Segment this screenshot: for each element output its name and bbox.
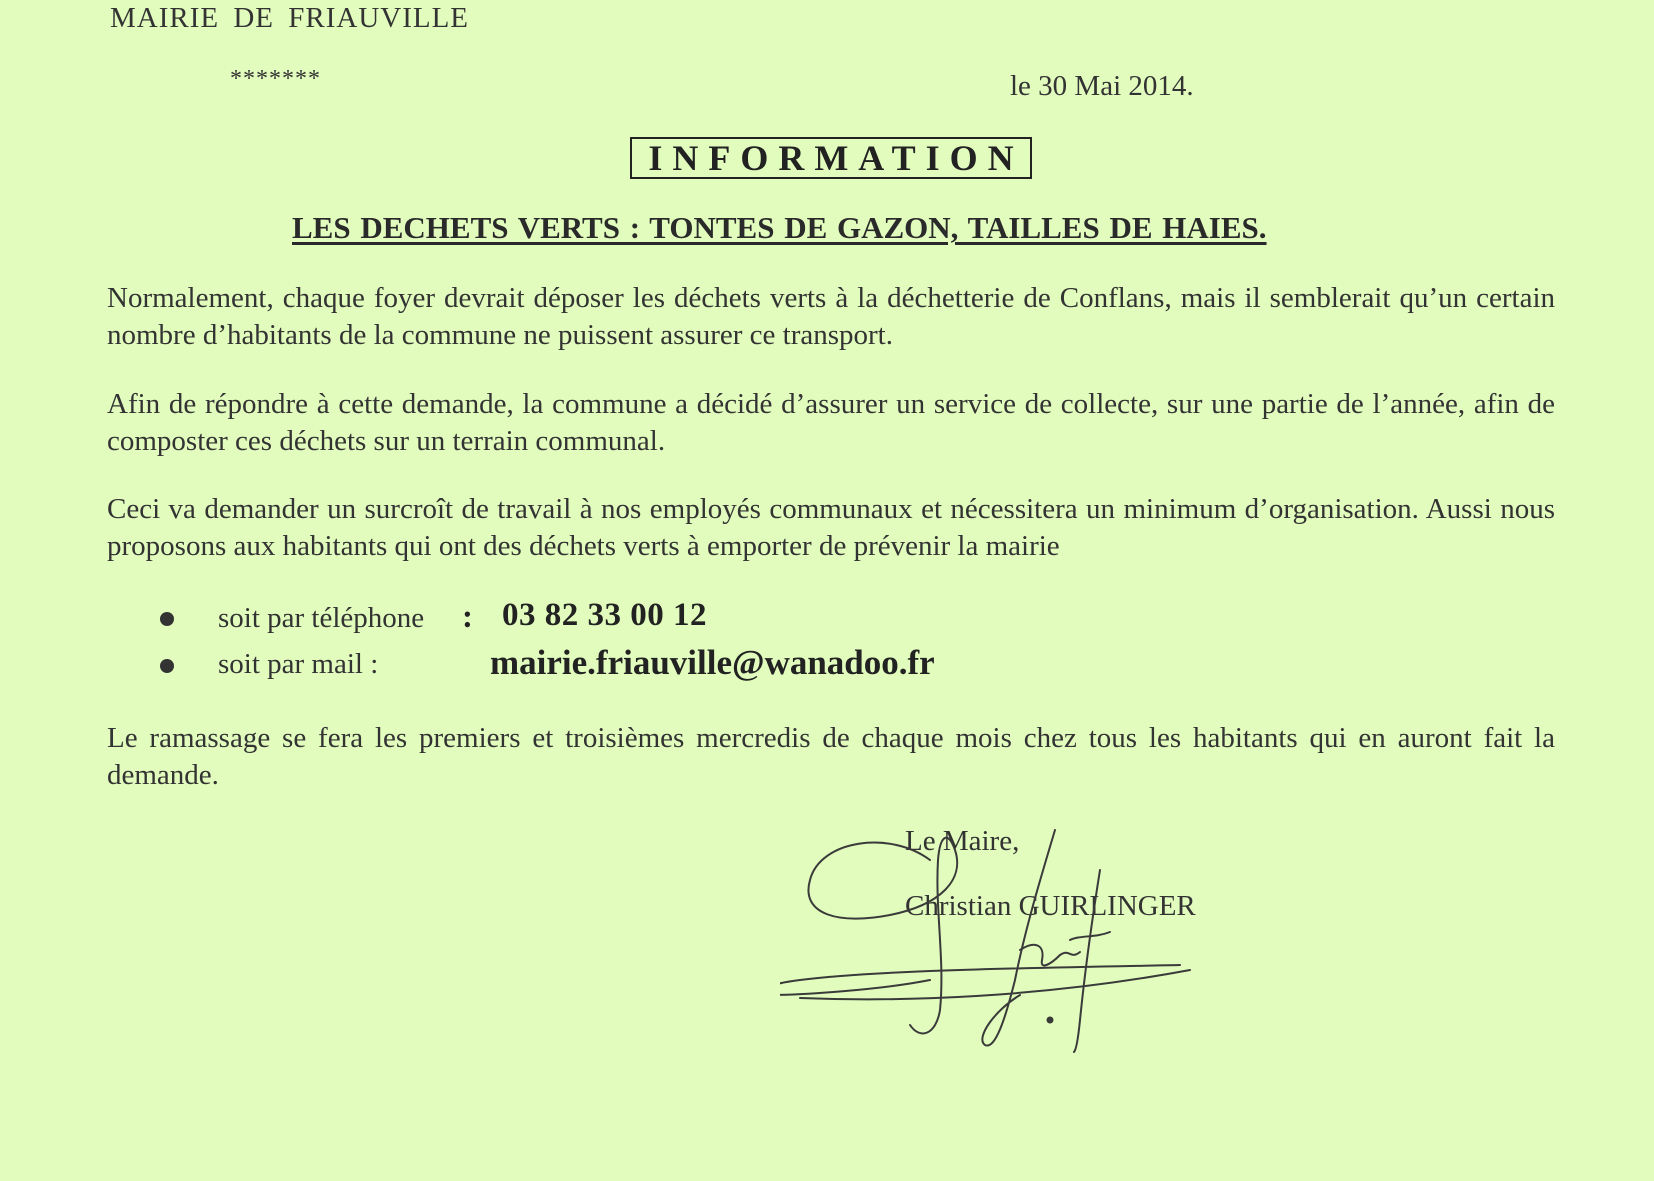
signer-title: Le Maire, [905, 825, 1020, 857]
signer-name: Christian GUIRLINGER [905, 890, 1196, 922]
header-stars: ******* [230, 66, 321, 92]
mairie-header: MAIRIE DE FRIAUVILLE [110, 2, 470, 34]
bullet-icon [160, 659, 174, 673]
phone-number: 03 82 33 00 12 [502, 597, 707, 633]
information-title: INFORMATION [630, 137, 1032, 179]
phone-label: soit par téléphone [218, 602, 425, 634]
mail-label: soit par mail : [218, 648, 379, 680]
document-subtitle: LES DECHETS VERTS : TONTES DE GAZON, TAILLES DE HAIES. [292, 210, 1267, 245]
handwritten-signature [780, 820, 1240, 1060]
phone-colon: : [462, 599, 473, 635]
paragraph-1: Normalement, chaque foyer devrait déposer les déchets verts à la déchetterie de Conflans, mais il semblerait qu’un certain nombre d’habitants de la commune ne puissent assurer ce transport. [107, 282, 1555, 351]
paragraph-3: Ceci va demander un surcroît de travail à nos employés communaux et nécessitera un minimum d’organisation. Aussi nous proposons aux habitants qui ont des déchets verts à emporter de prévenir la mairie [107, 493, 1555, 562]
mail-address: mairie.friauville@wanadoo.fr [490, 643, 935, 682]
bullet-icon [160, 612, 174, 626]
document-date: le 30 Mai 2014. [1010, 70, 1194, 102]
paragraph-2: Afin de répondre à cette demande, la commune a décidé d’assurer un service de collecte, sur une partie de l’année, afin de composter ces déchets sur un terrain communal. [107, 388, 1555, 457]
closing-paragraph: Le ramassage se fera les premiers et troisièmes mercredis de chaque mois chez tous les habitants qui en auront fait la demande. [107, 722, 1555, 791]
